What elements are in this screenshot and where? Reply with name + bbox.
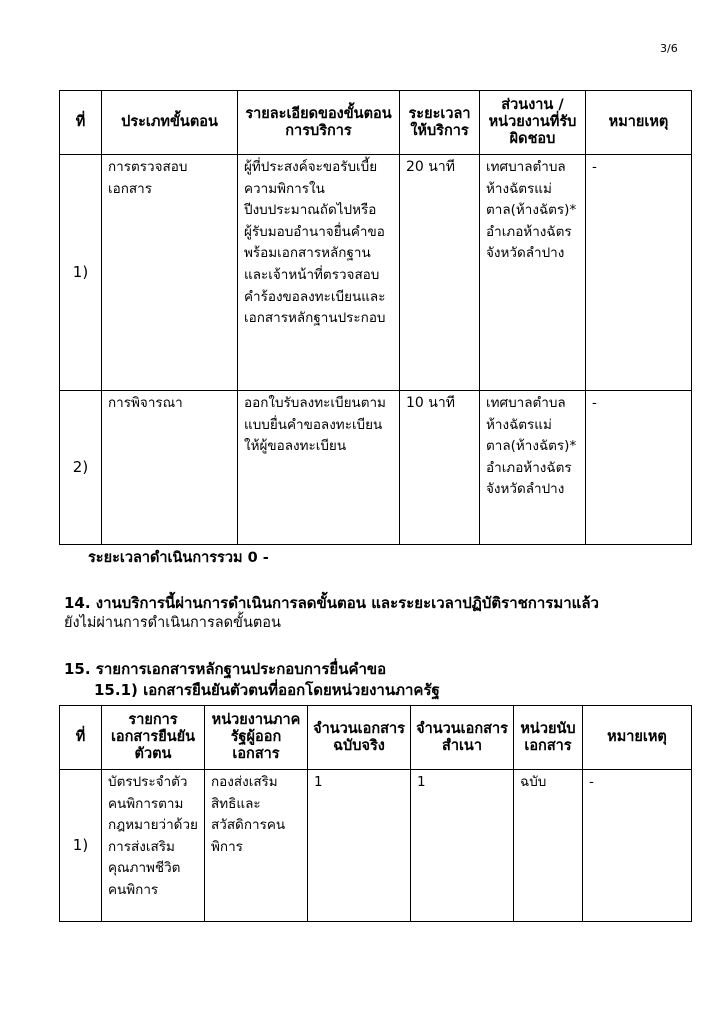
header-document: รายการเอกสารยืนยันตัวตน bbox=[102, 706, 205, 770]
header-no: ที่ bbox=[60, 706, 102, 770]
page-number: 3/6 bbox=[660, 42, 678, 55]
row-note: - bbox=[586, 391, 692, 545]
header-responsible-unit: ส่วนงาน / หน่วยงานที่รับผิดชอบ bbox=[480, 91, 586, 155]
row-note: - bbox=[583, 770, 692, 922]
header-note: หมายเหตุ bbox=[583, 706, 692, 770]
section-15-heading: 15. รายการเอกสารหลักฐานประกอบการยื่นคำขอ bbox=[64, 660, 387, 678]
row-no: 1) bbox=[60, 155, 102, 391]
row-no: 1) bbox=[60, 770, 102, 922]
header-no: ที่ bbox=[60, 91, 102, 155]
header-original-count: จำนวนเอกสารฉบับจริง bbox=[308, 706, 411, 770]
row-copy-count: 1 bbox=[411, 770, 514, 922]
header-step-type: ประเภทขั้นตอน bbox=[102, 91, 238, 155]
row-duration: 20 นาที bbox=[400, 155, 480, 391]
row-step-type: การตรวจสอบเอกสาร bbox=[102, 155, 238, 391]
header-document-unit: หน่วยนับเอกสาร bbox=[514, 706, 583, 770]
table-row bbox=[60, 770, 692, 922]
header-step-detail: รายละเอียดของขั้นตอนการบริการ bbox=[238, 91, 400, 155]
row-responsible-unit: เทศบาลตำบลห้างฉัตรแม่ตาล(ห้างฉัตร)* อำเภอห้างฉัตรจังหวัดลำปาง bbox=[480, 155, 586, 391]
row-document-unit: ฉบับ bbox=[514, 770, 583, 922]
row-issuing-agency: กองส่งเสริมสิทธิและสวัสดิการคนพิการ bbox=[205, 770, 308, 922]
table-header-row bbox=[60, 706, 692, 770]
row-no: 2) bbox=[60, 391, 102, 545]
table-header-row bbox=[60, 91, 692, 155]
row-step-detail: ออกใบรับลงทะเบียนตามแบบยื่นคำขอลงทะเบียนให้ผู้ขอลงทะเบียน bbox=[238, 391, 400, 545]
row-responsible-unit: เทศบาลตำบลห้างฉัตรแม่ตาล(ห้างฉัตร)* อำเภอห้างฉัตรจังหวัดลำปาง bbox=[480, 391, 586, 545]
header-issuing-agency: หน่วยงานภาครัฐผู้ออกเอกสาร bbox=[205, 706, 308, 770]
section-14-text: ยังไม่ผ่านการดำเนินการลดขั้นตอน bbox=[64, 615, 281, 631]
row-document: บัตรประจำตัวคนพิการตามกฎหมายว่าด้วยการส่งเสริมคุณภาพชีวิตคนพิการ bbox=[102, 770, 205, 922]
table-row bbox=[60, 391, 692, 545]
row-duration: 10 นาที bbox=[400, 391, 480, 545]
row-step-type: การพิจารณา bbox=[102, 391, 238, 545]
section-14-heading: 14. งานบริการนี้ผ่านการดำเนินการลดขั้นตอน และระยะเวลาปฏิบัติราชการมาแล้ว bbox=[64, 594, 599, 612]
identity-documents-table bbox=[59, 705, 692, 922]
row-original-count: 1 bbox=[308, 770, 411, 922]
header-duration: ระยะเวลาให้บริการ bbox=[400, 91, 480, 155]
row-step-detail: ผู้ที่ประสงค์จะขอรับเบี้ยความพิการในปีงบประมาณถัดไปหรือผู้รับมอบอำนาจยื่นคำขอพร้อมเอกสารหลักฐานและเจ้าหน้าที่ตรวจสอบคำร้องขอลงทะเบียนและเอกสารหลักฐานประกอบ bbox=[238, 155, 400, 391]
total-time: ระยะเวลาดำเนินการรวม 0 - bbox=[88, 550, 269, 566]
header-note: หมายเหตุ bbox=[586, 91, 692, 155]
row-note: - bbox=[586, 155, 692, 391]
section-15-1-heading: 15.1) เอกสารยืนยันตัวตนที่ออกโดยหน่วยงานภาครัฐ bbox=[94, 681, 440, 699]
table-row bbox=[60, 155, 692, 391]
header-copy-count: จำนวนเอกสารสำเนา bbox=[411, 706, 514, 770]
service-steps-table bbox=[59, 90, 692, 545]
